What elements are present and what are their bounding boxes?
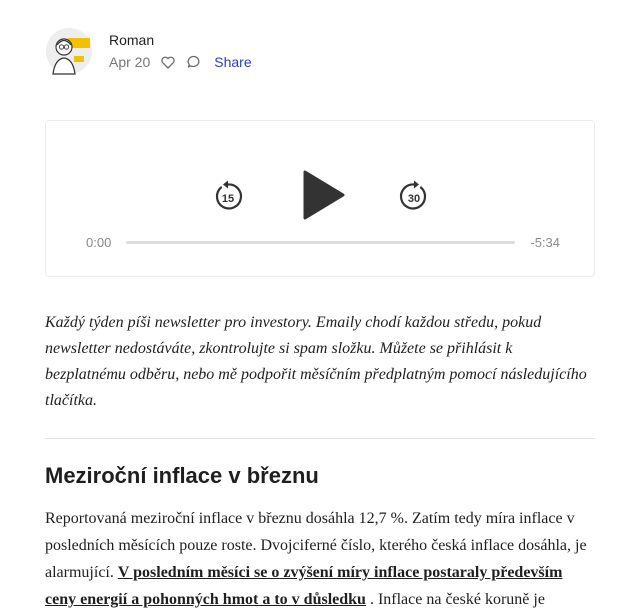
paragraph-text-cont: . Inflace na české koruně je bbox=[369, 591, 545, 608]
author-avatar[interactable] bbox=[46, 28, 92, 74]
intro-text: Každý týden píši newsletter pro investory. Emaily chodí každou středu, pokud newsletter nedostáváte, zkontrolujte si spam složku. Můžete se přihlásit k bezplatnému odběru, nebo mě podpořit měsíčním předplatným pomocí následujícího tlačítka. bbox=[45, 314, 587, 409]
post-date: Apr 20 bbox=[109, 54, 151, 70]
play-icon bbox=[301, 169, 347, 221]
paragraph-text: Reportovaná meziroční inflace v březnu dosáhla 12,7 %. Zatím tedy míra inflace v posledních měsících pouze roste. Dvojciferné číslo, kterého česká inflace dosáhla, je alarmující. bbox=[45, 510, 587, 581]
share-link[interactable]: Share bbox=[214, 54, 252, 70]
forward-seconds-label: 30 bbox=[407, 193, 421, 205]
progress-slider[interactable] bbox=[126, 241, 515, 244]
comment-icon[interactable] bbox=[186, 54, 202, 70]
rewind-seconds-label: 15 bbox=[221, 193, 235, 205]
heart-icon[interactable] bbox=[160, 54, 176, 70]
author-name[interactable]: Roman bbox=[109, 32, 155, 48]
play-button[interactable] bbox=[301, 169, 347, 221]
time-current: 0:00 bbox=[86, 235, 112, 250]
avatar-illustration-icon bbox=[46, 28, 92, 74]
section-title: Meziroční inflace v březnu bbox=[45, 463, 319, 488]
rewind-icon bbox=[211, 179, 245, 213]
forward-30-button[interactable] bbox=[397, 179, 431, 213]
forward-icon bbox=[397, 179, 431, 213]
time-remaining: -5:34 bbox=[530, 235, 560, 250]
audio-player bbox=[45, 120, 595, 277]
post-header bbox=[46, 28, 606, 76]
section-paragraph bbox=[45, 505, 597, 613]
divider bbox=[45, 438, 595, 439]
paragraph-bold-link[interactable]: V posledním měsíci se o zvýšení míry inflace postaraly především ceny energií a pohonných hmot a to v důsledku bbox=[45, 564, 563, 608]
post-meta bbox=[109, 53, 252, 71]
rewind-15-button[interactable] bbox=[211, 179, 245, 213]
